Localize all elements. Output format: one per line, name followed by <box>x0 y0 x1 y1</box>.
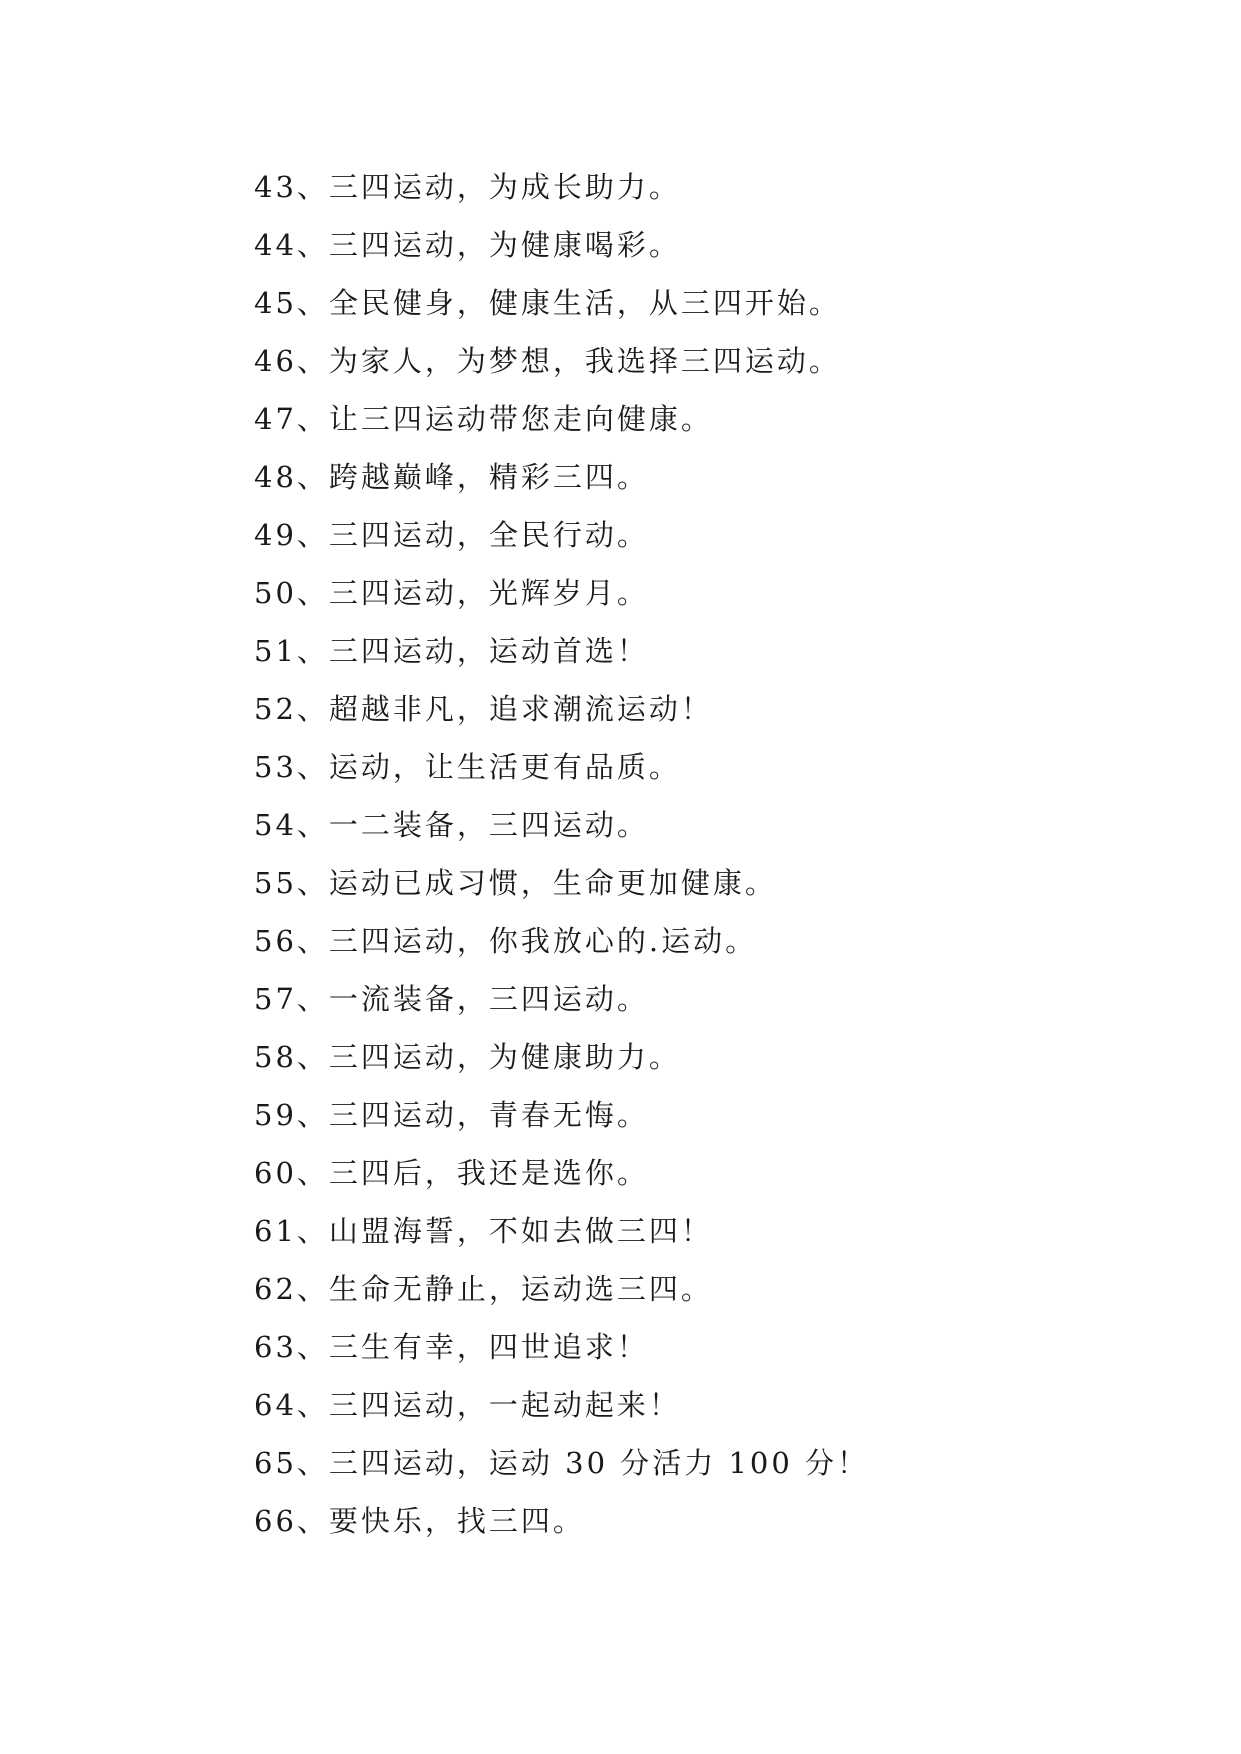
slogan-item: 50、三四运动，光辉岁月。 <box>254 576 649 610</box>
slogan-item: 54、一二装备，三四运动。 <box>254 808 649 842</box>
slogan-item: 52、超越非凡，追求潮流运动！ <box>254 692 713 726</box>
slogan-item: 62、生命无静止，运动选三四。 <box>254 1272 713 1306</box>
slogan-item: 45、全民健身，健康生活，从三四开始。 <box>254 286 841 320</box>
slogan-item: 58、三四运动，为健康助力。 <box>254 1040 681 1074</box>
slogan-item: 57、一流装备，三四运动。 <box>254 982 649 1016</box>
slogan-item: 56、三四运动，你我放心的.运动。 <box>254 924 758 958</box>
slogan-item: 66、要快乐，找三四。 <box>254 1504 585 1538</box>
slogan-item: 44、三四运动，为健康喝彩。 <box>254 228 681 262</box>
slogan-item: 64、三四运动，一起动起来！ <box>254 1388 681 1422</box>
slogan-item: 46、为家人，为梦想，我选择三四运动。 <box>254 344 841 378</box>
slogan-item: 55、运动已成习惯，生命更加健康。 <box>254 866 777 900</box>
slogan-item: 51、三四运动，运动首选！ <box>254 634 649 668</box>
slogan-item: 53、运动，让生活更有品质。 <box>254 750 681 784</box>
slogan-item: 65、三四运动，运动 30 分活力 100 分！ <box>254 1446 870 1480</box>
slogan-item: 59、三四运动，青春无悔。 <box>254 1098 649 1132</box>
slogan-item: 43、三四运动，为成长助力。 <box>254 170 681 204</box>
slogan-item: 63、三生有幸，四世追求！ <box>254 1330 649 1364</box>
slogan-item: 61、山盟海誓，不如去做三四！ <box>254 1214 713 1248</box>
slogan-list <box>254 158 869 1550</box>
slogan-item: 47、让三四运动带您走向健康。 <box>254 402 713 436</box>
slogan-item: 49、三四运动，全民行动。 <box>254 518 649 552</box>
slogan-item: 60、三四后，我还是选你。 <box>254 1156 649 1190</box>
slogan-item: 48、跨越巅峰，精彩三四。 <box>254 460 649 494</box>
